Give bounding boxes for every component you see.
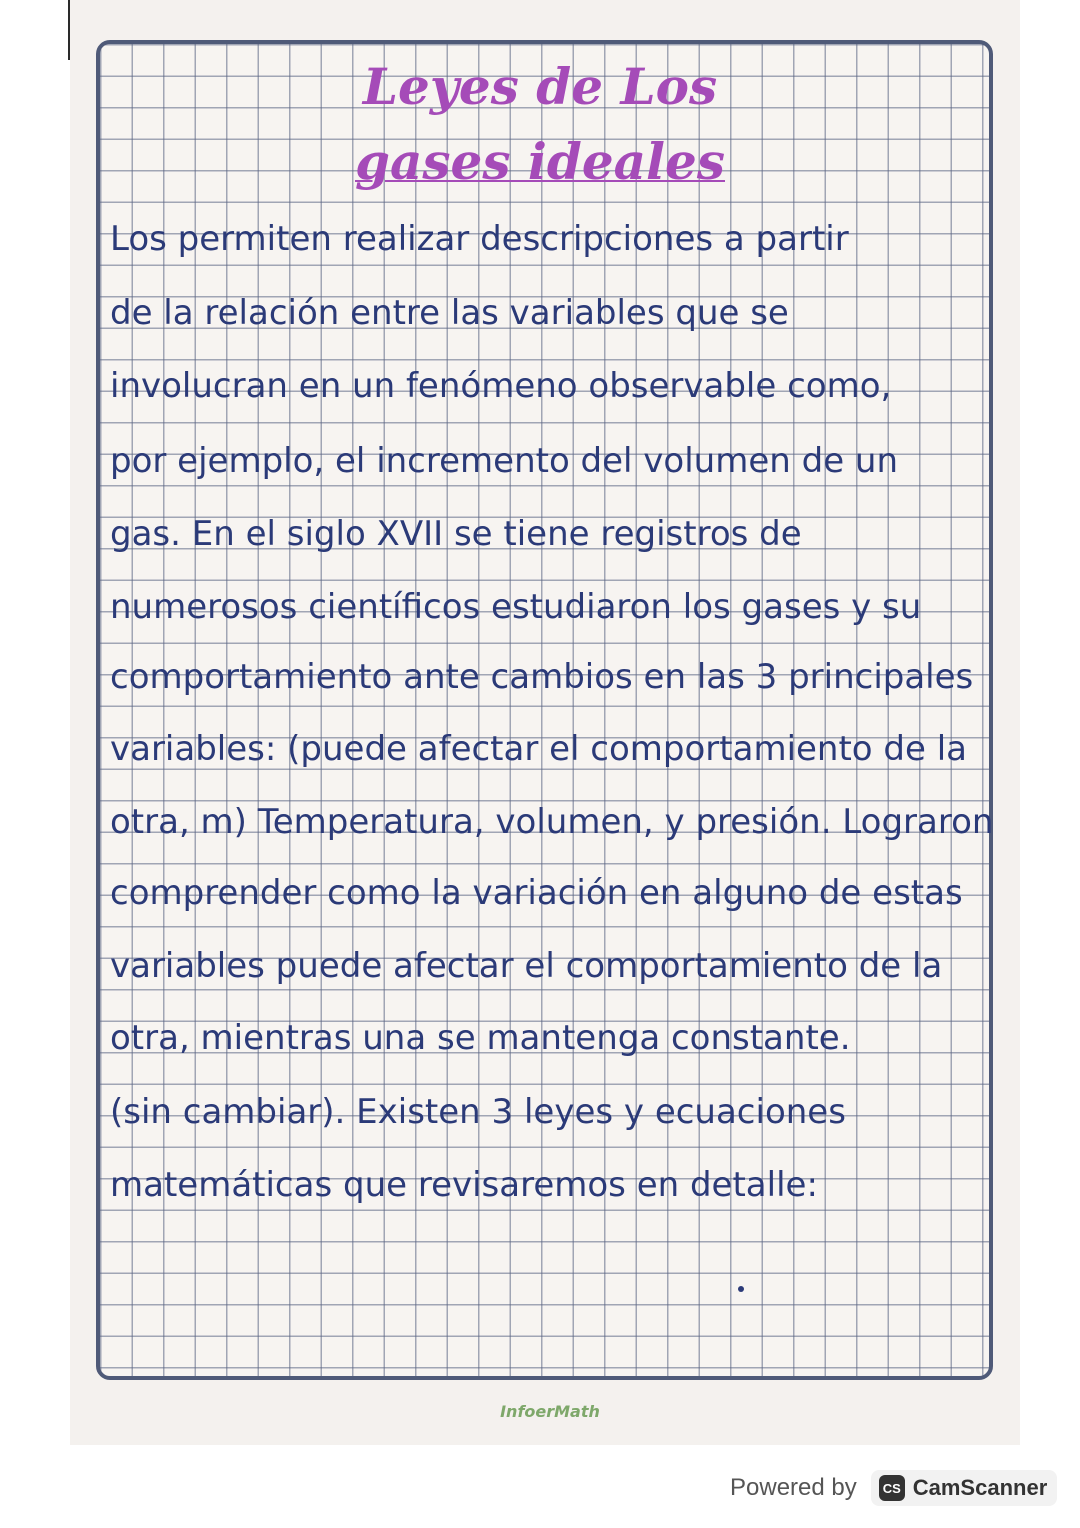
ink-dot bbox=[738, 1286, 744, 1292]
body-line: involucran en un fenómeno observable como, bbox=[110, 366, 892, 406]
body-line: comprender como la variación en alguno de estas bbox=[110, 873, 963, 913]
camscanner-logo-icon: CS bbox=[879, 1475, 905, 1501]
title-line-2: gases ideales bbox=[355, 132, 725, 191]
body-line: de la relación entre las variables que se bbox=[110, 293, 789, 333]
body-line: variables: (puede afectar el comportamiento de la bbox=[110, 729, 968, 769]
body-line: otra, m) Temperatura, volumen, y presión. Lograron bbox=[110, 802, 994, 842]
camscanner-badge[interactable] bbox=[871, 1470, 1058, 1506]
notebook-brand-watermark: InfoerMath bbox=[500, 1402, 600, 1421]
powered-by-label: Powered by bbox=[730, 1474, 857, 1501]
body-line: comportamiento ante cambios en las 3 principales bbox=[110, 657, 974, 697]
camscanner-brand: CamScanner bbox=[912, 1475, 1048, 1500]
title-line-1: Leyes de Los bbox=[362, 57, 718, 116]
body-line: otra, mientras una se mantenga constante. bbox=[110, 1018, 851, 1058]
body-line: numerosos científicos estudiaron los gases y su bbox=[110, 587, 922, 627]
body-line: variables puede afectar el comportamiento de la bbox=[110, 946, 943, 986]
body-line: Los permiten realizar descripciones a partir bbox=[110, 219, 849, 259]
camscanner-footer bbox=[730, 1466, 1060, 1510]
body-line: por ejemplo, el incremento del volumen de un bbox=[110, 441, 899, 481]
body-line: gas. En el siglo XVII se tiene registros de bbox=[110, 514, 802, 554]
body-line: (sin cambiar). Existen 3 leyes y ecuaciones bbox=[110, 1092, 846, 1132]
body-line: matemáticas que revisaremos en detalle: bbox=[110, 1165, 818, 1205]
